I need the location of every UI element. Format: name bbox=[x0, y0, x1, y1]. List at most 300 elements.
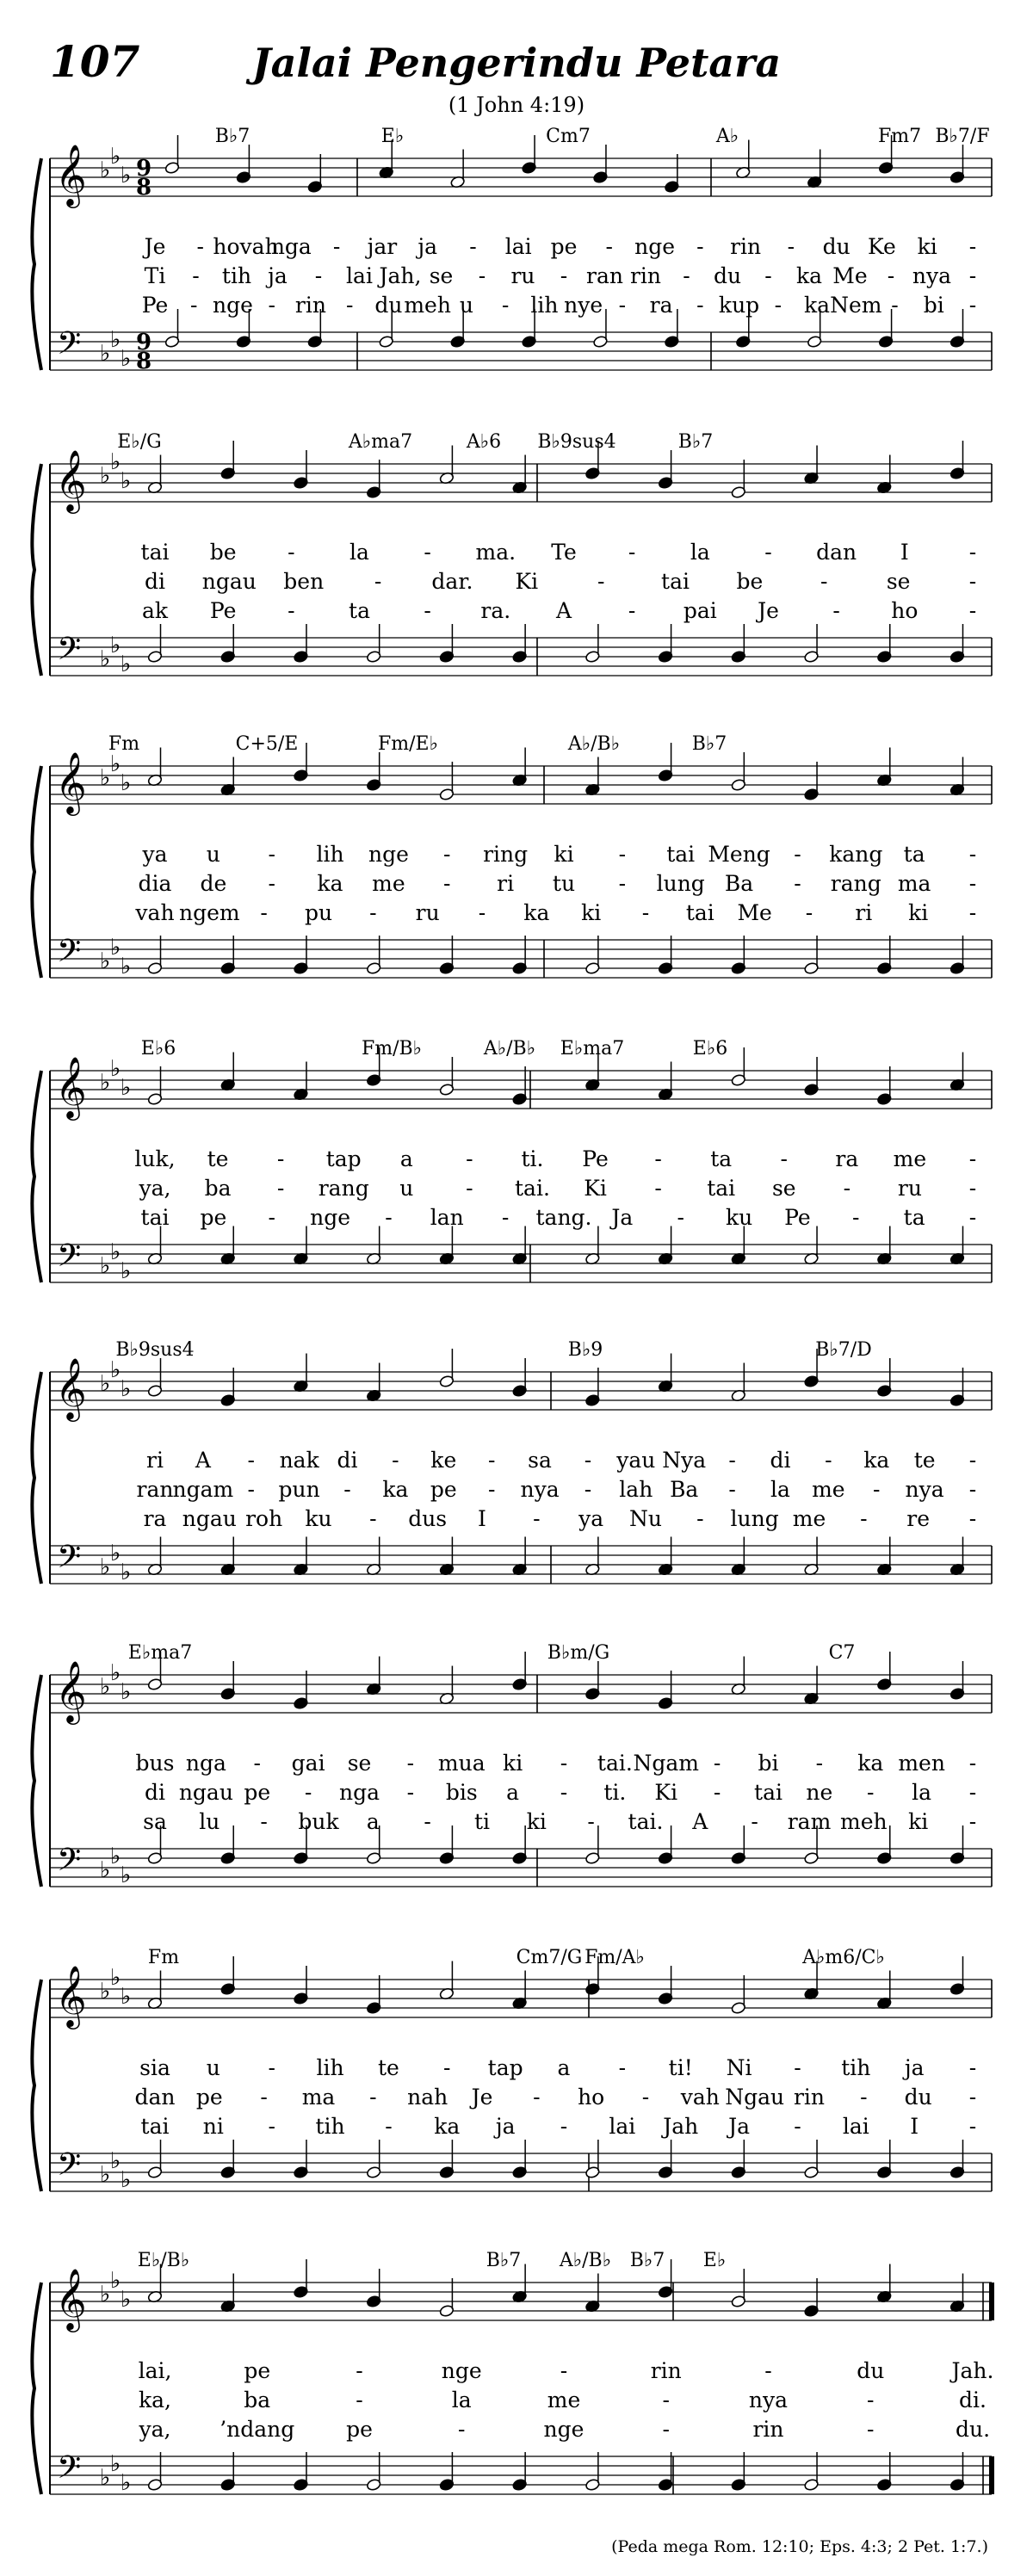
lyric-syllable: lah bbox=[619, 1477, 653, 1502]
key-flat: ♭ bbox=[100, 1554, 111, 1580]
lyric-syllable: - bbox=[968, 2055, 977, 2080]
lyric-syllable: ru bbox=[897, 1176, 922, 1201]
lyric-syllable: Jah. bbox=[951, 2358, 994, 2383]
lyric-syllable: ki bbox=[908, 1809, 929, 1834]
lyric-syllable: - bbox=[369, 2085, 377, 2110]
lyric-syllable: ya, bbox=[139, 1176, 171, 1201]
lyric-syllable: ja bbox=[418, 234, 437, 259]
lyric-syllable: lai bbox=[842, 2114, 869, 2139]
lyric-syllable: - bbox=[424, 1809, 431, 1834]
lyric-syllable: ka, bbox=[138, 2388, 172, 2412]
treble-clef: 𝄞 bbox=[55, 1964, 87, 2027]
lyric-syllable: di bbox=[337, 1448, 358, 1473]
lyric-syllable: sa bbox=[528, 1448, 552, 1473]
hymn-title: Jalai Pengerindu Petara bbox=[251, 40, 782, 86]
key-flat: ♭ bbox=[121, 652, 132, 677]
lyric-syllable: la bbox=[349, 540, 369, 565]
chord-symbol: B♭7/F bbox=[935, 126, 990, 147]
key-flat: ♭ bbox=[100, 1070, 111, 1096]
lyric-syllable: Pe bbox=[209, 598, 237, 623]
chord-symbol: Fm7 bbox=[877, 126, 922, 147]
lyric-syllable: - bbox=[618, 842, 627, 867]
lyric-syllable: re bbox=[906, 1506, 931, 1531]
lyric-syllable: a bbox=[557, 2055, 571, 2080]
lyric-syllable: Nem bbox=[830, 293, 882, 318]
key-flat: ♭ bbox=[121, 346, 132, 372]
lyric-syllable: - bbox=[424, 540, 431, 565]
lyric-syllable: ta bbox=[903, 842, 925, 867]
music-system bbox=[0, 1339, 1033, 1652]
lyric-syllable: - bbox=[276, 1146, 285, 1171]
lyric-syllable: sa bbox=[143, 1809, 167, 1834]
lyric-syllable: Pe bbox=[582, 1146, 609, 1171]
lyric-syllable: men bbox=[898, 1751, 945, 1776]
lyric-syllable: ran bbox=[586, 263, 623, 288]
lyric-syllable: nge bbox=[368, 842, 409, 867]
lyric-syllable: tih bbox=[841, 2055, 871, 2080]
lyric-syllable: - bbox=[696, 293, 704, 318]
chord-symbol: B♭m/G bbox=[547, 1642, 610, 1664]
lyric-syllable: ran bbox=[136, 1477, 174, 1502]
lyric-syllable: - bbox=[968, 234, 977, 259]
lyric-syllable: me bbox=[812, 1477, 845, 1502]
lyric-syllable: - bbox=[764, 2358, 772, 2383]
time-signature-top: 9 bbox=[136, 330, 152, 355]
key-flat: ♭ bbox=[121, 1560, 132, 1585]
chord-symbol: C7 bbox=[828, 1642, 856, 1664]
lyric-syllable: ku bbox=[725, 1205, 753, 1230]
lyric-syllable: ba bbox=[244, 2388, 271, 2412]
chord-symbol: Fm/A♭ bbox=[585, 1947, 645, 1968]
lyric-syllable: pe bbox=[244, 2358, 271, 2383]
system-brace bbox=[32, 766, 41, 978]
key-flat: ♭ bbox=[121, 1984, 132, 2010]
lyric-syllable: - bbox=[696, 1506, 704, 1531]
lyric-syllable: - bbox=[713, 1751, 721, 1776]
key-flat: ♭ bbox=[110, 2268, 121, 2294]
lyric-syllable: - bbox=[968, 540, 977, 565]
lyric-syllable: - bbox=[190, 293, 198, 318]
lyric-syllable: - bbox=[385, 1205, 393, 1230]
lyric-syllable: - bbox=[487, 1477, 496, 1502]
bass-clef: 𝄢 bbox=[57, 1238, 82, 1282]
chord-symbol: Fm bbox=[108, 733, 140, 755]
bass-clef: 𝄢 bbox=[57, 1842, 82, 1886]
key-flat: ♭ bbox=[121, 468, 132, 494]
lyric-syllable: pe bbox=[200, 1205, 227, 1230]
lyric-syllable: - bbox=[587, 1809, 595, 1834]
lyric-syllable: ri bbox=[146, 1448, 164, 1473]
lyric-syllable: lan bbox=[430, 1205, 464, 1230]
treble-clef: 𝄞 bbox=[55, 2267, 87, 2330]
lyric-syllable: roh bbox=[245, 1506, 283, 1531]
lyric-syllable: ka bbox=[523, 900, 550, 925]
lyric-syllable: tih bbox=[221, 263, 252, 288]
lyric-syllable: lai bbox=[609, 2114, 636, 2139]
lyric-syllable: - bbox=[288, 598, 295, 623]
lyric-syllable: - bbox=[369, 1506, 377, 1531]
lyric-syllable: - bbox=[968, 2114, 977, 2139]
lyric-syllable: - bbox=[424, 598, 431, 623]
lyric-syllable: nah bbox=[407, 2085, 448, 2110]
lyric-syllable: - bbox=[780, 1146, 788, 1171]
music-system bbox=[0, 431, 1033, 744]
lyric-syllable: - bbox=[385, 2114, 393, 2139]
lyric-syllable: ru bbox=[415, 900, 440, 925]
chord-symbol: A♭ma7 bbox=[348, 431, 413, 453]
lyric-syllable: a bbox=[366, 1809, 380, 1834]
lyric-syllable: - bbox=[794, 871, 801, 896]
lyric-syllable: be bbox=[209, 540, 237, 565]
lyric-syllable: - bbox=[443, 842, 451, 867]
lyric-syllable: - bbox=[860, 1506, 868, 1531]
lyric-syllable: ja bbox=[904, 2055, 925, 2080]
lyric-syllable: u bbox=[206, 2055, 220, 2080]
key-flat: ♭ bbox=[110, 2148, 121, 2174]
lyric-syllable: Pe bbox=[784, 1205, 811, 1230]
chord-symbol: B♭9sus4 bbox=[115, 1339, 195, 1361]
lyric-syllable: - bbox=[406, 1780, 415, 1805]
lyric-syllable: - bbox=[247, 1477, 255, 1502]
lyric-syllable: - bbox=[852, 1205, 860, 1230]
lyric-syllable: - bbox=[628, 598, 636, 623]
lyric-syllable: - bbox=[268, 2055, 275, 2080]
lyric-syllable: ja bbox=[268, 263, 288, 288]
lyric-syllable: - bbox=[268, 871, 275, 896]
lyric-syllable: ka bbox=[434, 2114, 461, 2139]
lyric-syllable: ke bbox=[430, 1448, 457, 1473]
lyric-syllable: - bbox=[968, 1477, 977, 1502]
chord-symbol: B♭7 bbox=[629, 2250, 665, 2271]
lyric-syllable: - bbox=[968, 1809, 977, 1834]
lyric-syllable: - bbox=[867, 1780, 875, 1805]
lyric-syllable: be bbox=[736, 569, 764, 594]
key-flat: ♭ bbox=[100, 158, 111, 183]
lyric-syllable: - bbox=[374, 569, 382, 594]
lyric-syllable: - bbox=[304, 1780, 312, 1805]
lyric-syllable: vah bbox=[135, 900, 175, 925]
lyric-syllable: ya, bbox=[139, 2417, 171, 2442]
lyric-syllable: - bbox=[247, 1448, 255, 1473]
lyric-syllable: rang bbox=[830, 871, 881, 896]
lyric-syllable: me bbox=[547, 2388, 581, 2412]
lyric-syllable: - bbox=[968, 1146, 977, 1171]
bass-clef: 𝄢 bbox=[57, 325, 82, 369]
lyric-syllable: - bbox=[501, 293, 510, 318]
key-flat: ♭ bbox=[121, 1376, 132, 1402]
lyric-syllable: - bbox=[764, 263, 772, 288]
treble-clef: 𝄞 bbox=[55, 1659, 87, 1722]
lyric-syllable: Ba bbox=[670, 1477, 699, 1502]
system-brace bbox=[32, 1372, 41, 1584]
chord-symbol: Cm7 bbox=[546, 126, 591, 147]
lyric-syllable: - bbox=[584, 1448, 592, 1473]
lyric-syllable: ngam bbox=[172, 1477, 234, 1502]
chord-symbol: E♭ma7 bbox=[127, 1642, 193, 1664]
lyric-syllable: meh bbox=[404, 293, 451, 318]
lyric-syllable: ki bbox=[917, 234, 937, 259]
music-system bbox=[0, 126, 1033, 439]
lyric-syllable: bis bbox=[445, 1780, 478, 1805]
lyric-syllable: - bbox=[560, 2358, 568, 2383]
lyric-syllable: - bbox=[968, 1176, 977, 1201]
lyric-syllable: - bbox=[654, 1146, 662, 1171]
lyric-syllable: nya bbox=[905, 1477, 944, 1502]
lyric-syllable: - bbox=[560, 263, 568, 288]
lyric-syllable: Ki bbox=[584, 1176, 607, 1201]
lyric-syllable: tai. bbox=[597, 1751, 633, 1776]
key-flat: ♭ bbox=[110, 449, 121, 475]
bass-staff bbox=[50, 332, 992, 370]
lyric-syllable: di bbox=[770, 1448, 791, 1473]
lyric-syllable: - bbox=[628, 540, 636, 565]
lyric-syllable: - bbox=[533, 2085, 541, 2110]
lyric-syllable: - bbox=[469, 234, 477, 259]
chord-symbol: B♭9sus4 bbox=[537, 431, 616, 453]
lyric-syllable: ma. bbox=[475, 540, 516, 565]
lyric-syllable: me bbox=[792, 1506, 826, 1531]
lyric-syllable: - bbox=[968, 2085, 977, 2110]
lyric-syllable: - bbox=[501, 1205, 510, 1230]
lyric-syllable: tai bbox=[754, 1780, 782, 1805]
lyric-syllable: se bbox=[347, 1751, 372, 1776]
lyric-syllable: rin bbox=[730, 234, 762, 259]
lyric-syllable: ho bbox=[891, 598, 919, 623]
lyric-syllable: dus bbox=[408, 1506, 448, 1531]
lyric-syllable: ngau bbox=[201, 569, 257, 594]
lyric-syllable: mua bbox=[437, 1751, 486, 1776]
lyric-syllable: ka bbox=[795, 263, 823, 288]
lyric-syllable: - bbox=[968, 293, 977, 318]
lyric-syllable: Ke bbox=[868, 234, 896, 259]
chord-symbol: E♭6 bbox=[692, 1038, 728, 1059]
lyric-syllable: ki bbox=[581, 900, 602, 925]
lyric-syllable: - bbox=[345, 293, 354, 318]
lyric-syllable: - bbox=[443, 871, 451, 896]
lyric-syllable: - bbox=[968, 1780, 977, 1805]
lyric-syllable: te bbox=[913, 1448, 936, 1473]
lyric-syllable: Jah, bbox=[379, 263, 422, 288]
lyric-syllable: nge bbox=[441, 2358, 482, 2383]
lyric-syllable: ak bbox=[141, 598, 169, 623]
lyric-syllable: - bbox=[654, 1176, 662, 1201]
chord-symbol: B♭7 bbox=[486, 2250, 522, 2271]
lyric-syllable: - bbox=[968, 871, 977, 896]
key-flat: ♭ bbox=[100, 948, 111, 974]
key-flat: ♭ bbox=[110, 1541, 121, 1566]
key-flat: ♭ bbox=[121, 1679, 132, 1705]
lyric-syllable: ya bbox=[578, 1506, 604, 1531]
lyric-syllable: - bbox=[478, 263, 486, 288]
key-flat: ♭ bbox=[121, 770, 132, 796]
lyric-syllable: nge bbox=[310, 1205, 351, 1230]
key-flat: ♭ bbox=[100, 1857, 111, 1883]
lyric-syllable: - bbox=[794, 2114, 801, 2139]
lyric-syllable: - bbox=[774, 293, 782, 318]
lyric-syllable: kang bbox=[829, 842, 883, 867]
lyric-syllable: - bbox=[343, 1477, 351, 1502]
lyric-syllable: lu bbox=[199, 1809, 220, 1834]
lyric-syllable: ra. bbox=[480, 598, 511, 623]
lyric-syllable: ram bbox=[787, 1809, 832, 1834]
lyric-syllable: dan bbox=[816, 540, 857, 565]
lyric-syllable: ba bbox=[204, 1176, 232, 1201]
lyric-syllable: di bbox=[145, 1780, 165, 1805]
lyric-syllable: - bbox=[794, 2055, 801, 2080]
key-flat: ♭ bbox=[110, 1357, 121, 1383]
lyric-syllable: rang bbox=[318, 1176, 369, 1201]
lyric-syllable: Ba bbox=[724, 871, 754, 896]
lyric-syllable: ti. bbox=[521, 1146, 544, 1171]
chord-symbol: B♭7 bbox=[214, 126, 251, 147]
bass-clef: 𝄢 bbox=[57, 1539, 82, 1583]
lyric-syllable: rin bbox=[294, 293, 326, 318]
lyric-syllable: ki bbox=[503, 1751, 523, 1776]
key-flat: ♭ bbox=[100, 2465, 111, 2491]
lyric-syllable: - bbox=[560, 2114, 568, 2139]
lyric-syllable: yau bbox=[616, 1448, 656, 1473]
lyric-syllable: la bbox=[451, 2388, 472, 2412]
lyric-syllable: - bbox=[260, 2085, 268, 2110]
lyric-syllable: I bbox=[910, 2114, 919, 2139]
lyric-syllable: nga bbox=[338, 1780, 380, 1805]
lyric-syllable: - bbox=[751, 1809, 758, 1834]
lyric-syllable: ka bbox=[317, 871, 343, 896]
system-brace bbox=[32, 158, 41, 370]
lyric-syllable: Jah bbox=[663, 2114, 699, 2139]
key-flat: ♭ bbox=[121, 1258, 132, 1284]
lyric-syllable: Ki bbox=[654, 1780, 678, 1805]
lyric-syllable: nye bbox=[564, 293, 603, 318]
chord-symbol: E♭ma7 bbox=[560, 1038, 625, 1059]
lyric-syllable: ri bbox=[855, 900, 873, 925]
lyric-syllable: - bbox=[560, 1780, 568, 1805]
lyric-syllable: lai, bbox=[138, 2358, 172, 2383]
lyric-syllable: - bbox=[332, 234, 341, 259]
lyric-syllable: Je bbox=[144, 234, 166, 259]
lyric-syllable: - bbox=[584, 1477, 592, 1502]
lyric-syllable: tai bbox=[140, 2114, 170, 2139]
treble-staff bbox=[50, 158, 992, 196]
lyric-syllable: - bbox=[597, 569, 605, 594]
treble-clef: 𝄞 bbox=[55, 448, 87, 511]
lyric-syllable: tai bbox=[140, 540, 170, 565]
lyric-syllable: pe bbox=[195, 2085, 223, 2110]
lyric-syllable: nga bbox=[270, 234, 312, 259]
lyric-syllable: dar. bbox=[431, 569, 473, 594]
lyric-syllable: ngau bbox=[178, 1780, 233, 1805]
hymn-number: 107 bbox=[50, 36, 140, 87]
chord-symbol: Fm/B♭ bbox=[361, 1038, 423, 1059]
lyric-syllable: nya bbox=[912, 263, 952, 288]
chord-symbol: E♭6 bbox=[140, 1038, 176, 1059]
lyric-syllable: - bbox=[728, 1477, 736, 1502]
lyric-syllable: - bbox=[458, 2417, 466, 2442]
key-flat: ♭ bbox=[121, 1863, 132, 1888]
lyric-syllable: - bbox=[466, 1176, 473, 1201]
lyric-syllable: jar bbox=[367, 234, 398, 259]
lyric-syllable: tai. bbox=[628, 1809, 664, 1834]
lyric-syllable: ki bbox=[526, 1809, 547, 1834]
lyric-syllable: - bbox=[641, 2085, 650, 2110]
lyric-syllable: bi bbox=[923, 293, 944, 318]
lyric-syllable: pai bbox=[683, 598, 717, 623]
key-flat: ♭ bbox=[100, 1979, 111, 2005]
lyric-syllable: ring bbox=[483, 842, 529, 867]
key-flat: ♭ bbox=[121, 2287, 132, 2313]
lyric-syllable: ku bbox=[305, 1506, 332, 1531]
chord-symbol: B♭7/D bbox=[815, 1339, 872, 1361]
lyric-syllable: - bbox=[276, 1176, 285, 1201]
music-system bbox=[0, 1642, 1033, 1955]
lyric-syllable: tai. bbox=[515, 1176, 550, 1201]
key-flat: ♭ bbox=[100, 463, 111, 489]
lyric-syllable: - bbox=[192, 263, 200, 288]
lyric-syllable: - bbox=[860, 2085, 868, 2110]
lyric-syllable: se bbox=[771, 1176, 796, 1201]
lyric-syllable: - bbox=[288, 540, 295, 565]
system-brace bbox=[32, 1071, 41, 1282]
lyric-syllable: - bbox=[356, 2358, 363, 2383]
lyric-syllable: ’ndang bbox=[220, 2417, 295, 2442]
lyric-syllable: - bbox=[968, 1506, 977, 1531]
lyric-syllable: - bbox=[268, 842, 275, 867]
lyric-syllable: ri bbox=[497, 871, 515, 896]
lyric-syllable: Je bbox=[758, 598, 779, 623]
lyric-syllable: - bbox=[867, 2417, 875, 2442]
key-flat: ♭ bbox=[121, 2167, 132, 2193]
chord-symbol: A♭6 bbox=[466, 431, 502, 453]
lyric-syllable: Me bbox=[737, 900, 772, 925]
lyric-syllable: - bbox=[968, 1205, 977, 1230]
lyric-syllable: nge bbox=[634, 234, 675, 259]
chord-symbol: B♭7 bbox=[691, 733, 727, 755]
lyric-syllable: tih bbox=[315, 2114, 345, 2139]
lyric-syllable: meh bbox=[840, 1809, 888, 1834]
lyric-syllable: Nya bbox=[662, 1448, 707, 1473]
lyric-syllable: du bbox=[822, 234, 851, 259]
lyric-syllable: pe bbox=[346, 2417, 373, 2442]
footnote-references: (Peda mega Rom. 12:10; Eps. 4:3; 2 Pet. 1:7.) bbox=[611, 2537, 988, 2556]
bass-clef: 𝄢 bbox=[57, 933, 82, 977]
lyric-syllable: - bbox=[478, 900, 486, 925]
chord-symbol: A♭/B♭ bbox=[567, 733, 621, 755]
chord-symbol: A♭/B♭ bbox=[559, 2250, 612, 2271]
chord-symbol: A♭ bbox=[715, 126, 739, 147]
chord-symbol: E♭/G bbox=[117, 431, 162, 453]
lyric-syllable: nya bbox=[520, 1477, 560, 1502]
lyric-syllable: la bbox=[912, 1780, 932, 1805]
lyric-syllable: la bbox=[770, 1477, 790, 1502]
treble-clef: 𝄞 bbox=[55, 1356, 87, 1419]
lyric-syllable: pe bbox=[430, 1477, 457, 1502]
lyric-syllable: pu bbox=[304, 900, 333, 925]
lyric-syllable: te bbox=[207, 1146, 229, 1171]
lyric-syllable: I bbox=[900, 540, 909, 565]
lyric-syllable: - bbox=[843, 1176, 851, 1201]
lyric-syllable: - bbox=[968, 569, 977, 594]
lyric-syllable: me bbox=[893, 1146, 927, 1171]
lyric-syllable: di. bbox=[959, 2388, 987, 2412]
lyric-syllable: Nu bbox=[629, 1506, 662, 1531]
lyric-syllable: nya bbox=[748, 2388, 789, 2412]
key-flat: ♭ bbox=[100, 2282, 111, 2307]
lyric-syllable: ngem bbox=[179, 900, 240, 925]
lyric-syllable: - bbox=[605, 234, 613, 259]
lyric-syllable: u bbox=[399, 1176, 414, 1201]
lyric-syllable: Ngau bbox=[725, 2085, 785, 2110]
lyric-syllable: ka bbox=[382, 1477, 409, 1502]
